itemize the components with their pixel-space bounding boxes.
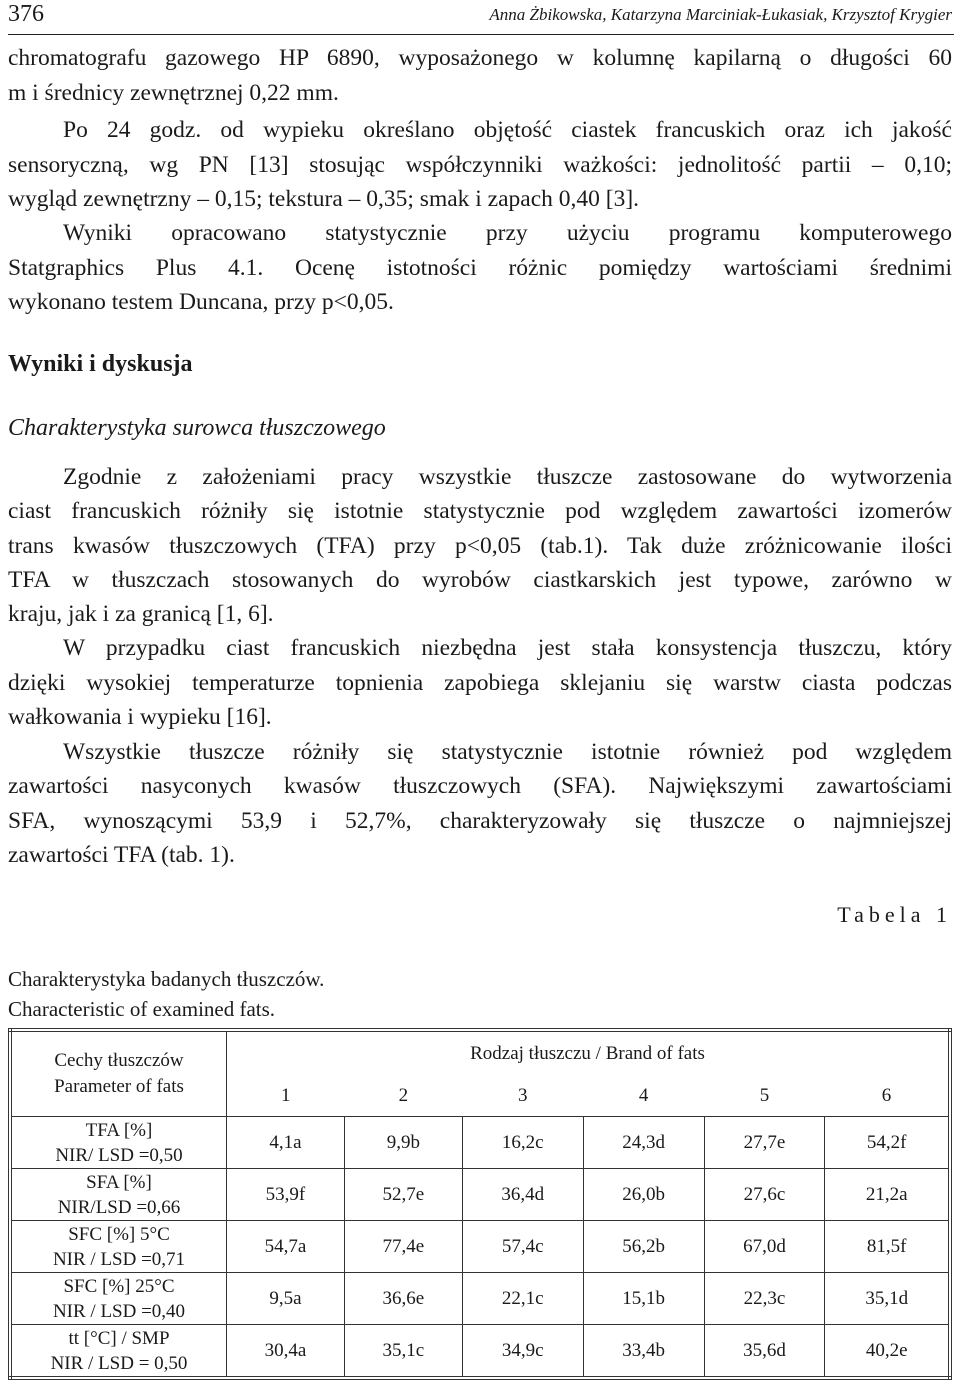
- value-cell: 35,6d: [704, 1325, 825, 1379]
- value-cell: 16,2c: [462, 1117, 583, 1169]
- value-cell: 9,5a: [227, 1273, 345, 1325]
- value-cell: 36,4d: [462, 1169, 583, 1221]
- value-cell: 54,2f: [825, 1117, 950, 1169]
- table-row: [10, 1221, 950, 1273]
- param-lsd: NIR/ LSD =0,50: [55, 1144, 183, 1166]
- value-cell: 34,9c: [462, 1325, 583, 1379]
- param-lsd: NIR / LSD =0,71: [52, 1248, 186, 1270]
- table-caption-pl: Charakterystyka badanych tłuszczów.: [8, 967, 325, 991]
- value-cell: 26,0b: [583, 1169, 704, 1221]
- body-line: zawartości TFA (tab. 1).: [8, 842, 235, 868]
- value-cell: 52,7e: [344, 1169, 462, 1221]
- body-line: wygląd zewnętrzny – 0,15; tekstura – 0,35; smak i zapach 0,40 [3].: [8, 186, 640, 212]
- value-cell: 22,1c: [462, 1273, 583, 1325]
- param-header-en: Parameter of fats: [54, 1076, 184, 1097]
- running-header-authors: Anna Żbikowska, Katarzyna Marciniak-Łukasiak, Krzysztof Krygier: [489, 5, 952, 24]
- table-row: [10, 1273, 950, 1325]
- subsection-heading: Charakterystyka surowca tłuszczowego: [8, 415, 386, 441]
- table-caption-en: Characteristic of examined fats.: [8, 997, 276, 1021]
- page-number: 376: [8, 1, 44, 27]
- param-cell: [10, 1221, 227, 1273]
- body-line: Po 24 godz. od wypieku określano objętość ciastek francuskich oraz ich jakość: [63, 117, 952, 143]
- brand-number: 6: [825, 1076, 950, 1117]
- body-line: m i średnicy zewnętrznej 0,22 mm.: [8, 80, 339, 106]
- value-cell: 35,1c: [344, 1325, 462, 1379]
- fats-table: [8, 1028, 952, 1380]
- value-cell: 30,4a: [227, 1325, 345, 1379]
- param-name: TFA [%]: [85, 1119, 153, 1141]
- value-cell: 53,9f: [227, 1169, 345, 1221]
- value-cell: 77,4e: [344, 1221, 462, 1273]
- body-line: Wyniki opracowano statystycznie przy użyciu programu komputerowego: [63, 220, 952, 246]
- param-name: SFA [%]: [86, 1171, 152, 1193]
- body-line: dzięki wysokiej temperaturze topnienia zapobiega sklejaniu się warstw ciasta podczas: [8, 670, 952, 696]
- body-line: trans kwasów tłuszczowych (TFA) przy p<0,05 (tab.1). Tak duże zróżnicowanie ilości: [8, 533, 952, 559]
- value-cell: 9,9b: [344, 1117, 462, 1169]
- value-cell: 35,1d: [825, 1273, 950, 1325]
- value-cell: 4,1a: [227, 1117, 345, 1169]
- value-cell: 81,5f: [825, 1221, 950, 1273]
- value-cell: 33,4b: [583, 1325, 704, 1379]
- param-header: [10, 1030, 227, 1117]
- param-name: SFC [%] 25°C: [63, 1275, 175, 1297]
- header-rule: [8, 34, 954, 35]
- table-row: [10, 1325, 950, 1379]
- param-cell: [10, 1325, 227, 1379]
- value-cell: 27,6c: [704, 1169, 825, 1221]
- value-cell: 40,2e: [825, 1325, 950, 1379]
- body-line: W przypadku ciast francuskich niezbędna jest stała konsystencja tłuszczu, który: [63, 635, 952, 661]
- body-line: ciast francuskich różniły się istotnie statystycznie pod względem zawartości izomerów: [8, 498, 952, 524]
- brand-number: 5: [704, 1076, 825, 1117]
- brand-number: 3: [462, 1076, 583, 1117]
- param-name: tt [°C] / SMP: [68, 1327, 170, 1349]
- param-lsd: NIR/LSD =0,66: [57, 1196, 181, 1218]
- value-cell: 27,7e: [704, 1117, 825, 1169]
- table-label: Tabela 1: [837, 902, 952, 927]
- brand-header: Rodzaj tłuszczu / Brand of fats: [470, 1043, 705, 1064]
- param-header-pl: Cechy tłuszczów: [54, 1050, 184, 1071]
- param-cell: [10, 1273, 227, 1325]
- param-cell: [10, 1169, 227, 1221]
- body-line: SFA, wynoszącymi 53,9 i 52,7%, charakteryzowały się tłuszcze o najmniejszej: [8, 808, 952, 834]
- table-row: [10, 1169, 950, 1221]
- param-cell: [10, 1117, 227, 1169]
- value-cell: 22,3c: [704, 1273, 825, 1325]
- value-cell: 15,1b: [583, 1273, 704, 1325]
- value-cell: 24,3d: [583, 1117, 704, 1169]
- body-line: zawartości nasyconych kwasów tłuszczowych (SFA). Największymi zawartościami: [8, 773, 952, 799]
- value-cell: 57,4c: [462, 1221, 583, 1273]
- param-name: SFC [%] 5°C: [68, 1223, 170, 1245]
- body-line: Statgraphics Plus 4.1. Ocenę istotności różnic pomiędzy wartościami średnimi: [8, 255, 952, 281]
- brand-number: 1: [227, 1076, 345, 1117]
- param-lsd: NIR / LSD =0,40: [52, 1300, 186, 1322]
- value-cell: 54,7a: [227, 1221, 345, 1273]
- body-line: sensoryczną, wg PN [13] stosując współczynniki ważkości: jednolitość partii – 0,10;: [8, 152, 952, 178]
- body-line: kraju, jak i za granicą [1, 6].: [8, 601, 274, 627]
- param-lsd: NIR / LSD = 0,50: [50, 1352, 188, 1374]
- brand-number: 4: [583, 1076, 704, 1117]
- body-line: chromatografu gazowego HP 6890, wyposażonego w kolumnę kapilarną o długości 60: [8, 45, 952, 71]
- brand-number: 2: [344, 1076, 462, 1117]
- value-cell: 67,0d: [704, 1221, 825, 1273]
- section-heading: Wyniki i dyskusja: [8, 351, 193, 377]
- body-line: Wszystkie tłuszcze różniły się statystycznie istotnie również pod względem: [63, 739, 952, 765]
- value-cell: 36,6e: [344, 1273, 462, 1325]
- body-line: TFA w tłuszczach stosowanych do wyrobów ciastkarskich jest typowe, zarówno w: [8, 567, 952, 593]
- body-line: Zgodnie z założeniami pracy wszystkie tłuszcze zastosowane do wytworzenia: [63, 464, 952, 490]
- value-cell: 56,2b: [583, 1221, 704, 1273]
- body-line: wykonano testem Duncana, przy p<0,05.: [8, 289, 394, 315]
- table-row: [10, 1117, 950, 1169]
- value-cell: 21,2a: [825, 1169, 950, 1221]
- body-line: wałkowania i wypieku [16].: [8, 704, 272, 730]
